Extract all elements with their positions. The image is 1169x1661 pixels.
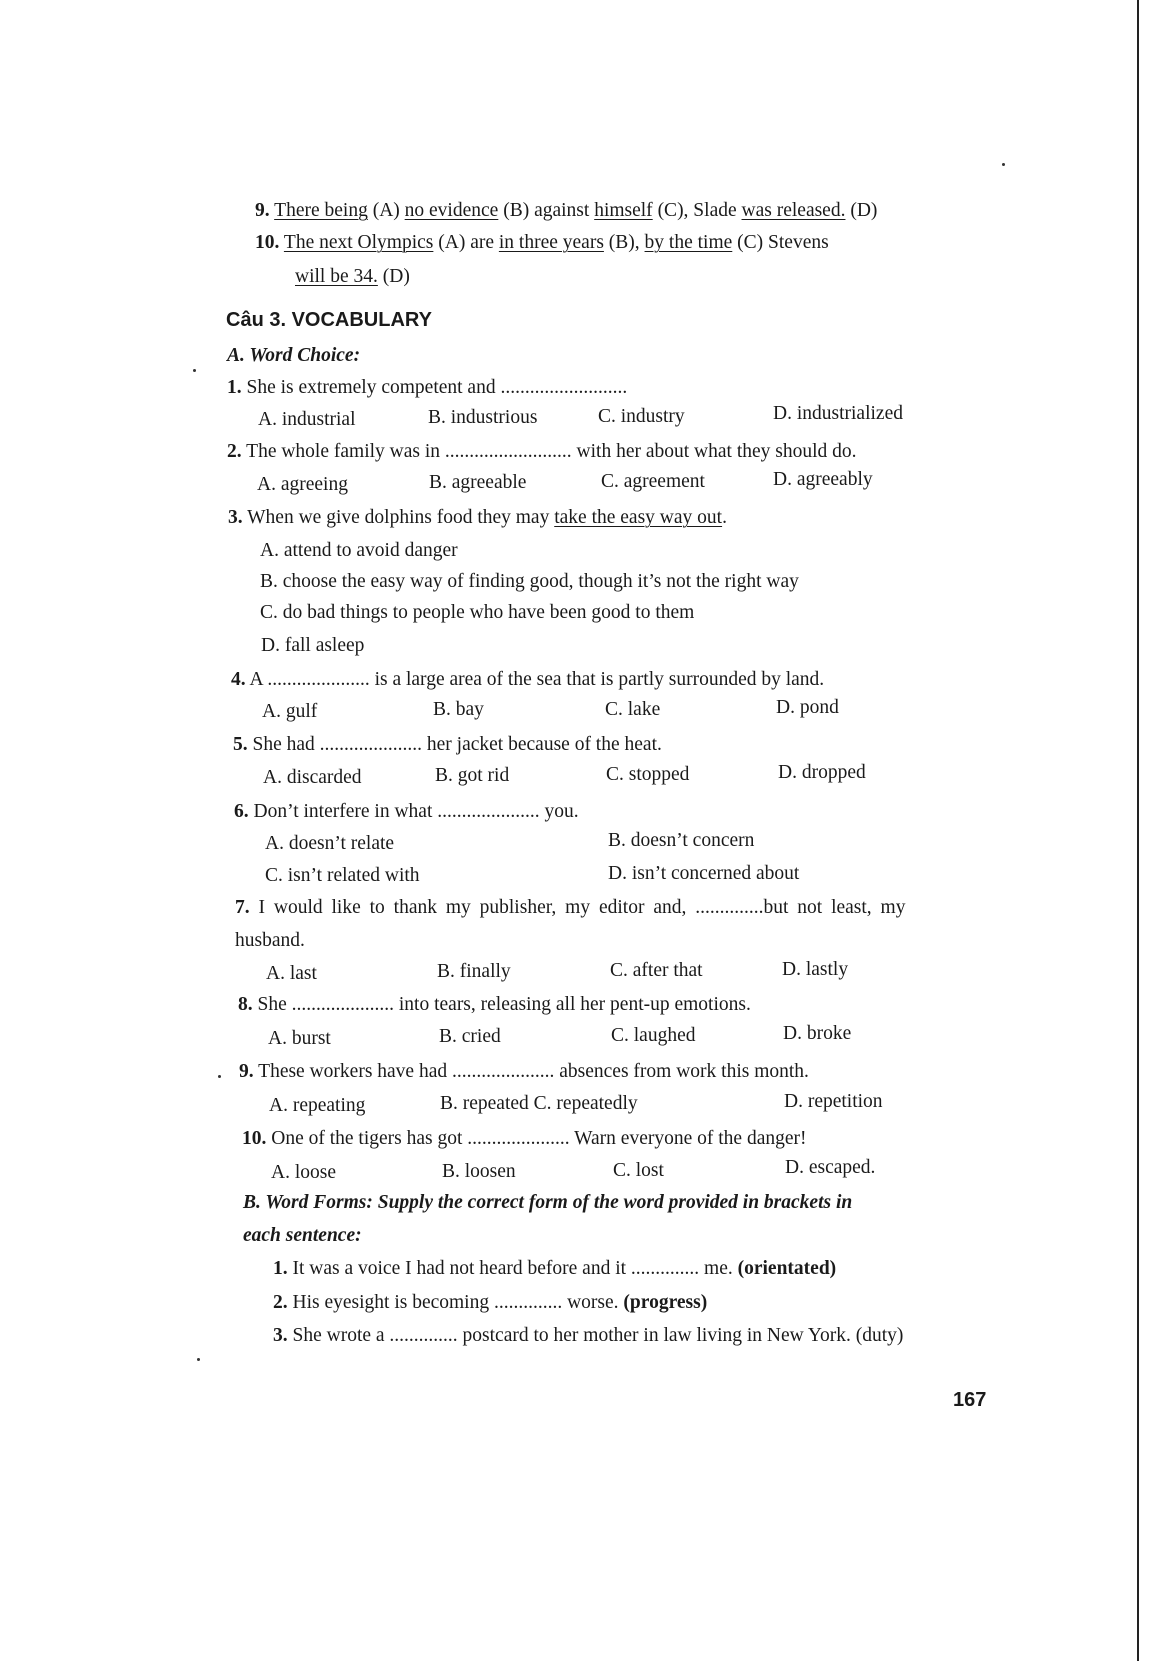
option-b: B. got rid — [435, 765, 510, 786]
option-c: C. isn’t related with — [265, 865, 420, 886]
question-number: 8. — [238, 994, 253, 1015]
question-9 — [239, 1060, 809, 1084]
question-2 — [227, 440, 857, 464]
question-6 — [234, 800, 579, 824]
option-a: A. repeating — [269, 1095, 366, 1116]
option-b: B. industrious — [428, 407, 538, 428]
option-c: C. agreement — [601, 471, 705, 492]
question-10 — [242, 1127, 807, 1151]
question-3 — [228, 506, 727, 530]
option-d: D. pond — [776, 697, 839, 718]
page-edge-line — [1137, 0, 1139, 1661]
question-text: (D) — [377, 266, 410, 287]
question-7 — [235, 896, 982, 920]
question-text: The whole family was in .......................... with her about what they should do. — [246, 441, 857, 462]
question-text: When we give dolphins food they may — [247, 507, 555, 528]
question-7-cont: husband. — [235, 930, 305, 951]
scan-speck — [218, 1075, 221, 1078]
option-a: A. industrial — [258, 409, 356, 430]
word-form-1 — [273, 1257, 836, 1281]
word-form-2 — [273, 1291, 707, 1315]
option-d: D. broke — [783, 1023, 852, 1044]
question-number: 3. — [228, 507, 243, 528]
option-a: A. loose — [271, 1162, 336, 1183]
option-b: B. agreeable — [429, 472, 527, 493]
question-text: One of the tigers has got ..................... Warn everyone of the danger! — [271, 1128, 807, 1149]
option-a: A. doesn’t relate — [265, 833, 395, 854]
option-b: B. doesn’t concern — [608, 830, 755, 851]
scan-speck — [1002, 163, 1005, 166]
option-c: C. lake — [605, 699, 661, 720]
option-d: D. escaped. — [785, 1157, 876, 1178]
question-1 — [227, 376, 627, 400]
option-b: B. bay — [433, 699, 484, 720]
question-text: She is extremely competent and .......................... — [246, 377, 628, 398]
item-text: She wrote a .............. postcard to her mother in law living in New York. (duty) — [292, 1325, 904, 1346]
question-number: 2. — [227, 441, 242, 462]
option-a: A. burst — [268, 1028, 331, 1049]
question-number: 7. — [235, 897, 250, 918]
option-a: A. attend to avoid danger — [260, 540, 458, 561]
underlined-phrase: take the easy way out — [554, 507, 723, 528]
option-a: A. discarded — [263, 767, 362, 788]
underlined-part-d: will be 34. — [295, 266, 378, 287]
page-number: 167 — [953, 1389, 987, 1411]
question-text: A ..................... is a large area of the sea that is partly surrounded by land. — [249, 669, 825, 690]
item-number: 1. — [273, 1258, 288, 1279]
question-text: (C), Slade — [652, 200, 742, 221]
section-b-title-cont: each sentence: — [243, 1225, 362, 1246]
question-number: 10. — [255, 232, 280, 253]
option-d: D. isn’t concerned about — [608, 863, 800, 884]
item-number: 2. — [273, 1292, 288, 1313]
option-d: D. dropped — [778, 762, 866, 783]
prev-question-10 — [255, 231, 970, 255]
option-c: C. lost — [613, 1160, 664, 1181]
question-number: 6. — [234, 801, 249, 822]
underlined-part-d: was released. — [741, 200, 846, 221]
section-title: Câu 3. VOCABULARY — [226, 309, 432, 331]
question-number: 9. — [239, 1061, 254, 1082]
underlined-part-a: There being — [274, 200, 368, 221]
option-d: D. industrialized — [773, 403, 903, 424]
underlined-part-b: in three years — [498, 232, 604, 253]
question-number: 1. — [227, 377, 242, 398]
question-text: (B), — [603, 232, 645, 253]
scan-speck — [197, 1358, 200, 1361]
option-b: B. cried — [439, 1026, 501, 1047]
question-number: 5. — [233, 734, 248, 755]
question-text: She ..................... into tears, releasing all her pent-up emotions. — [257, 994, 751, 1015]
option-a: A. gulf — [262, 701, 318, 722]
prev-question-9 — [255, 199, 877, 223]
section-b-title: B. Word Forms: Supply the correct form of the word provided in brackets in — [243, 1192, 853, 1213]
option-c: C. after that — [610, 960, 703, 981]
question-number: 4. — [231, 669, 246, 690]
option-c: C. stopped — [606, 764, 690, 785]
question-text: (B) against — [498, 200, 595, 221]
underlined-part-c: by the time — [644, 232, 733, 253]
option-b: B. choose the easy way of finding good, though it’s not the right way — [260, 571, 799, 592]
option-a: A. last — [266, 963, 317, 984]
option-c: C. laughed — [611, 1025, 696, 1046]
section-a-title: A. Word Choice: — [227, 345, 361, 366]
question-text: These workers have had ..................... absences from work this month. — [258, 1061, 809, 1082]
option-d: D. lastly — [782, 959, 849, 980]
question-text: I would like to thank my publisher, my editor and, ..............but not least, my — [258, 897, 906, 918]
prev-question-10-cont — [295, 265, 410, 289]
underlined-part-b: no evidence — [404, 200, 499, 221]
question-5 — [233, 733, 662, 757]
scan-speck — [193, 369, 196, 372]
item-text: His eyesight is becoming .............. worse. — [292, 1292, 619, 1313]
underlined-part-a: The next Olympics — [283, 232, 434, 253]
option-d: D. agreeably — [773, 469, 873, 490]
option-c: C. industry — [598, 406, 685, 427]
underlined-part-c: himself — [594, 200, 653, 221]
option-b-c: B. repeated C. repeatedly — [440, 1093, 638, 1114]
question-number: 10. — [242, 1128, 267, 1149]
option-d: D. repetition — [784, 1091, 883, 1112]
question-text: (D) — [845, 200, 878, 221]
question-text: Don’t interfere in what ..................... you. — [253, 801, 579, 822]
word-form-3 — [273, 1324, 903, 1348]
question-text: (A) are — [433, 232, 499, 253]
question-text: She had ..................... her jacket because of the heat. — [252, 734, 662, 755]
question-text: . — [722, 507, 727, 528]
question-text: (C) Stevens — [732, 232, 829, 253]
option-a: A. agreeing — [257, 474, 348, 495]
question-number: 9. — [255, 200, 270, 221]
question-text: (A) — [367, 200, 405, 221]
question-4 — [231, 668, 824, 692]
option-d: D. fall asleep — [261, 635, 365, 656]
item-text: It was a voice I had not heard before and it .............. me. — [292, 1258, 733, 1279]
option-c: C. do bad things to people who have been good to them — [260, 602, 695, 623]
question-8 — [238, 993, 751, 1017]
option-b: B. loosen — [442, 1161, 516, 1182]
item-number: 3. — [273, 1325, 288, 1346]
option-b: B. finally — [437, 961, 511, 982]
bracket-word: (orientated) — [737, 1258, 837, 1279]
bracket-word: (progress) — [623, 1292, 708, 1313]
